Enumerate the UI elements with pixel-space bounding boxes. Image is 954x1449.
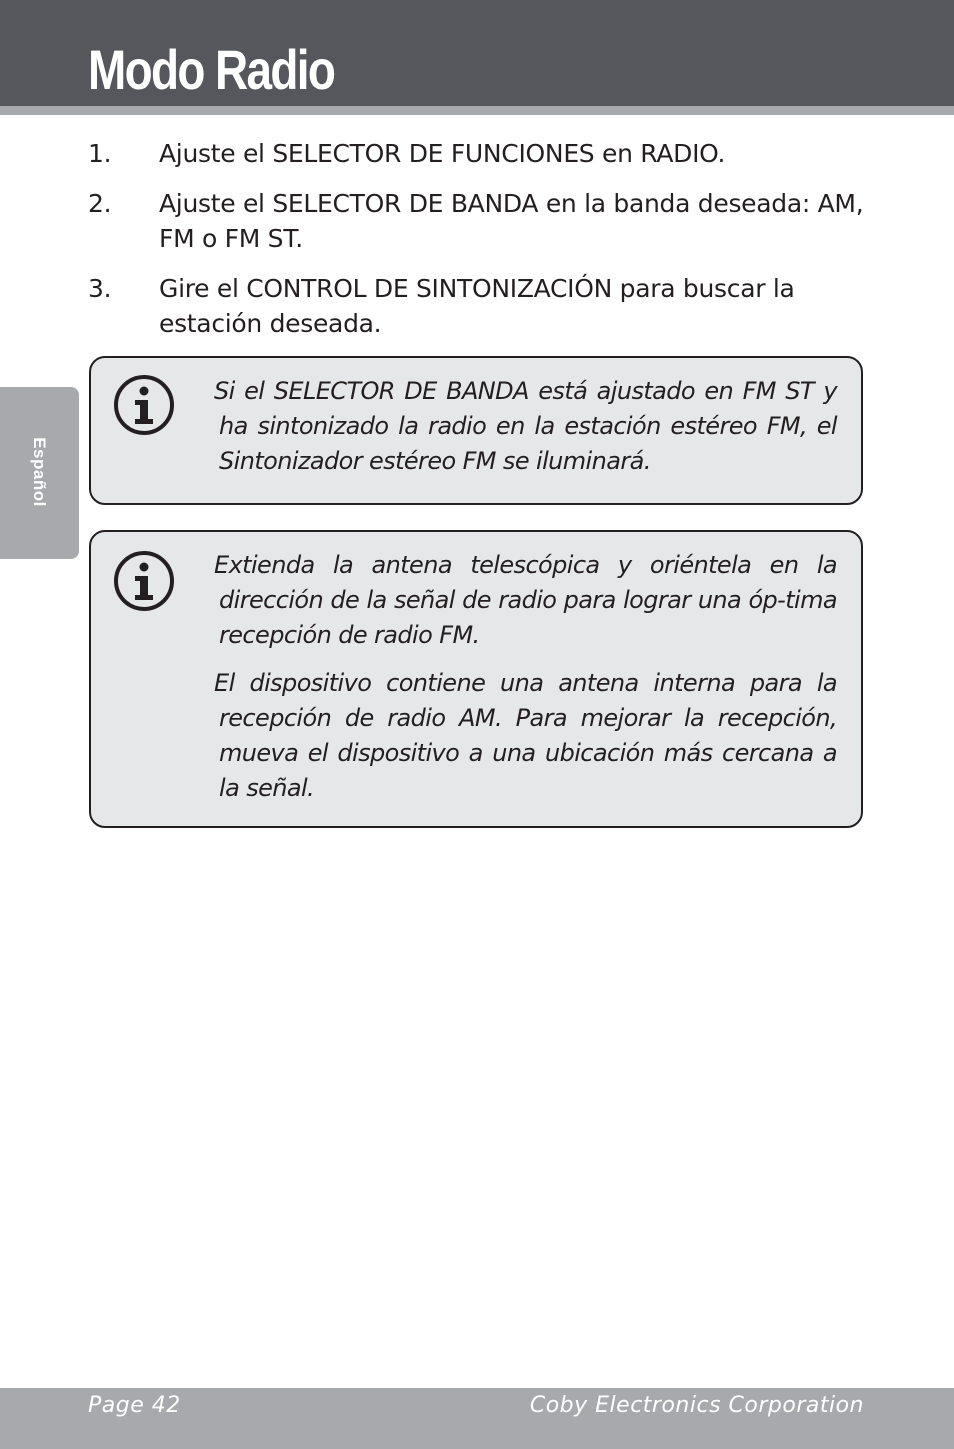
- page-number: Page 42: [88, 1393, 181, 1418]
- note-text: Extienda la antena telescópica y oriéntela en la dirección de la señal de radio para lograr una óp-tima recepción de radio FM.: [214, 551, 837, 649]
- list-item: [88, 271, 868, 341]
- step-text: Ajuste el SELECTOR DE FUNCIONES en RADIO.: [159, 139, 726, 168]
- company-name: Coby Electronics Corporation: [529, 1393, 864, 1418]
- info-note-antenna: [89, 530, 863, 828]
- step-number: 2.: [88, 189, 112, 218]
- list-item: [88, 186, 868, 256]
- note-text: Si el SELECTOR DE BANDA está ajustado en FM ST y ha sintonizado la radio en la estación estéreo FM, el Sintonizador estéreo FM se iluminará.: [214, 377, 837, 475]
- step-text: Gire el CONTROL DE SINTONIZACIÓN para buscar la estación deseada.: [159, 274, 795, 338]
- step-number: 3.: [88, 274, 112, 303]
- note-text: El dispositivo contiene una antena interna para la recepción de radio AM. Para mejorar la recepción, mueva el dispositivo a una ubicación más cercana a la señal.: [214, 669, 837, 802]
- step-number: 1.: [88, 139, 112, 168]
- language-tab-label: Español: [30, 437, 49, 507]
- instruction-list: [88, 136, 868, 356]
- info-note-band: [89, 356, 863, 505]
- info-icon: [113, 374, 175, 436]
- info-icon: [113, 550, 175, 612]
- step-text: Ajuste el SELECTOR DE BANDA en la banda deseada: AM, FM o FM ST.: [159, 189, 864, 253]
- page-title: Modo Radio: [88, 38, 335, 101]
- list-item: [88, 136, 868, 171]
